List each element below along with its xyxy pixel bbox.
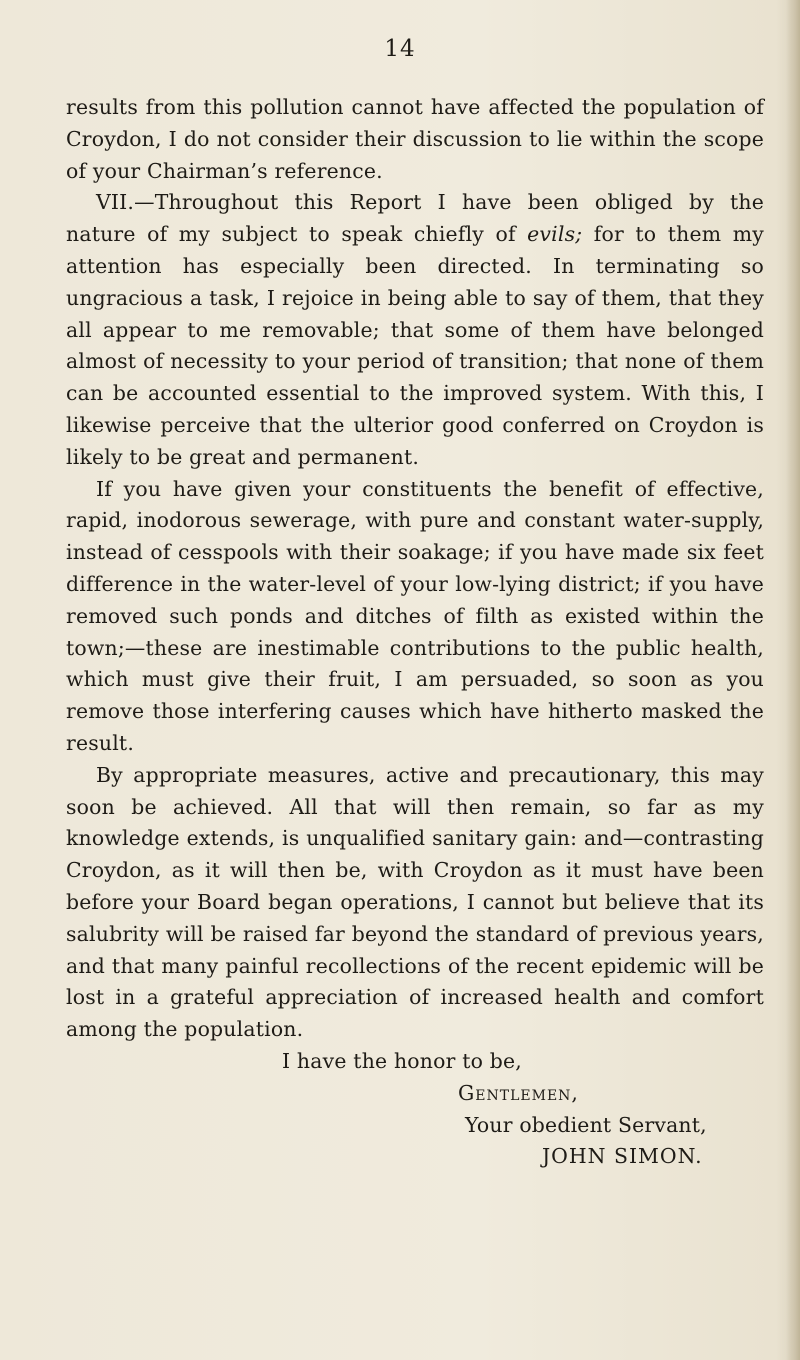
report-body xyxy=(66,92,764,1173)
paragraph-2-rest: for to them my attention has especially been directed. In terminating so ungracious a task, I rejoice in being able to say of them, that they all appear to me removable; that some of them have belonged almost of necessity to your period of transition; that none of them can be accounted essential to the improved system. With this, I likewise perceive that the ulterior good conferred on Croydon is likely to be great and permanent. xyxy=(66,222,764,469)
closing-honor-line: I have the honor to be, xyxy=(282,1048,522,1073)
paragraph-3: If you have given your constituents the benefit of effective, rapid, inodorous sewerage, with pure and constant water-supply, instead of cesspools with their soakage; if you have made six feet difference in the water-level of your low-lying district; if you have removed such ponds and ditches of filth as existed within the town;—these are inestimable contributions to the public health, which must give their fruit, I am persuaded, so soon as you remove those interfering causes which have hitherto masked the result. xyxy=(66,476,764,755)
page-edge-shadow xyxy=(786,0,800,1360)
paragraph-1: results from this pollution cannot have affected the population of Croydon, I do not consider their discussion to lie within the scope of your Chairman’s reference. xyxy=(66,95,764,183)
paragraph-4: By appropriate measures, active and precautionary, this may soon be achieved. All that will then remain, so far as my knowledge extends, is unqualified sanitary gain: and—contrasting Croydon, as it will then be, with Croydon as it must have been before your Board began operations, I cannot but believe that its salubrity will be raised far beyond the standard of previous years, and that many painful recollections of the recent epidemic will be lost in a grateful appreciation of increased health and comfort among the population. xyxy=(66,762,764,1042)
paragraph-2 xyxy=(66,187,764,473)
closing-servant-line: Your obedient Servant, xyxy=(465,1112,707,1137)
page-number: 14 xyxy=(384,36,416,62)
closing-salutation: Gentlemen, xyxy=(458,1080,579,1105)
signature-name: JOHN SIMON. xyxy=(542,1144,703,1169)
paragraph-2-emphasis: evils; xyxy=(527,222,583,247)
paragraph-2-start: VII.—Throughout this Report I have been obliged by the nature of my subject to speak chiefly of xyxy=(66,190,764,247)
